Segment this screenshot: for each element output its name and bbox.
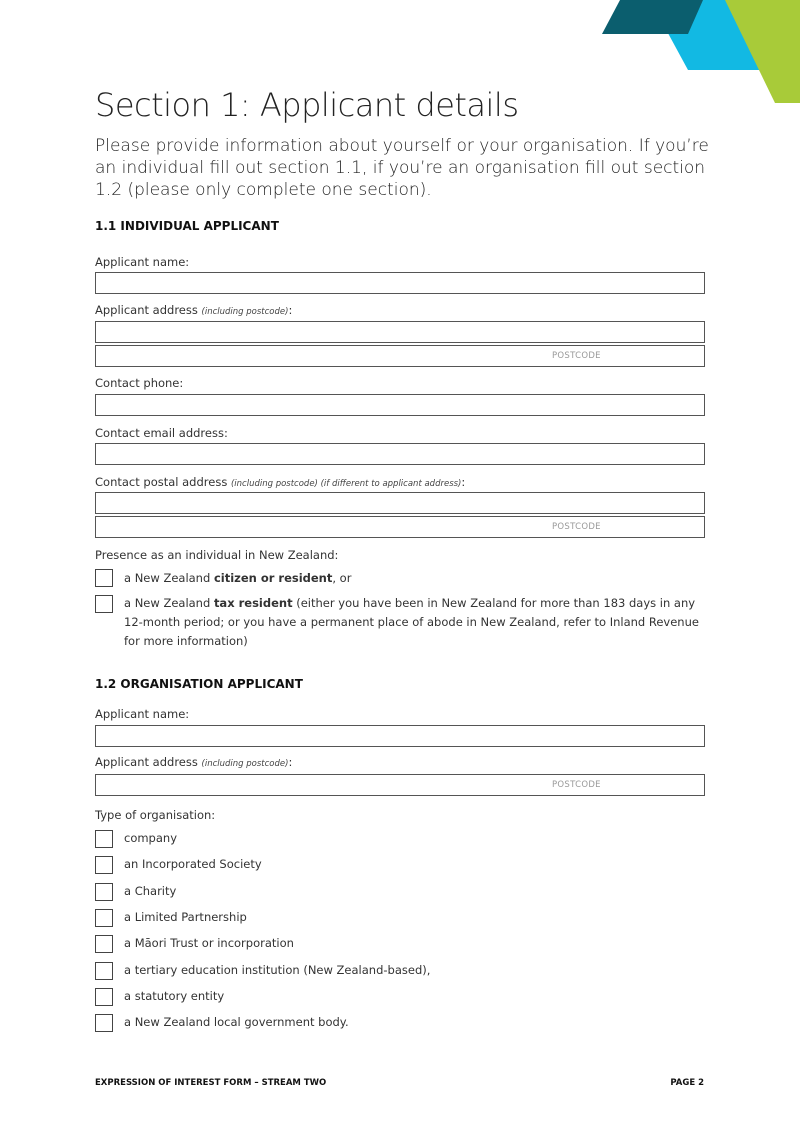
org-type-option: a tertiary education institution (New Zealand-based),: [124, 962, 431, 977]
footer-page-number: PAGE 2: [670, 1078, 704, 1088]
opt-text: a New Zealand: [124, 596, 214, 610]
postal-address-field[interactable]: [95, 492, 705, 514]
org-type-option: company: [124, 831, 178, 845]
org-name-label: Applicant name:: [95, 707, 190, 721]
applicant-address-field[interactable]: [95, 321, 705, 343]
opt-bold: citizen or resident: [213, 571, 333, 585]
section-heading-organisation: 1.2 ORGANISATION APPLICANT: [95, 677, 303, 691]
intro-text: Please provide information about yourself or your organisation. If you’re an individual fill out section 1.1, if you’re an organisation fill out section 1.2 (please only complete one section).: [95, 136, 709, 200]
org-type-option: a Māori Trust or incorporation: [124, 936, 294, 951]
org-type-checkbox[interactable]: [95, 988, 113, 1006]
applicant-name-label: Applicant name:: [95, 255, 190, 269]
label-note: (including postcode): [201, 759, 289, 769]
citizen-resident-checkbox[interactable]: [95, 569, 113, 587]
org-type-checkbox[interactable]: [95, 830, 113, 848]
label-text: Contact postal address: [95, 475, 228, 489]
org-type-checkbox[interactable]: [95, 962, 113, 980]
page-title: Section 1: Applicant details: [95, 86, 519, 124]
opt-text: (either you have been in New Zealand for more than 183 days in any 12-month period; or you have a permanent place of abode in New Zealand, refer to Inland Revenue for more information): [124, 596, 699, 648]
org-type-label: Type of organisation:: [95, 808, 216, 822]
org-address-field[interactable]: [95, 774, 705, 796]
logo-teal-shape: [602, 0, 703, 34]
org-type-checkbox[interactable]: [95, 935, 113, 953]
postal-postcode-field[interactable]: [95, 516, 705, 538]
org-type-checkbox[interactable]: [95, 883, 113, 901]
contact-email-field[interactable]: [95, 443, 705, 465]
org-name-field[interactable]: [95, 725, 705, 747]
contact-email-label: Contact email address:: [95, 426, 228, 440]
applicant-postcode-field[interactable]: [95, 345, 705, 367]
postcode-hint: POSTCODE: [552, 780, 601, 790]
label-note: (including postcode) (if different to applicant address): [230, 479, 462, 489]
contact-phone-field[interactable]: [95, 394, 705, 416]
tax-resident-checkbox[interactable]: [95, 595, 113, 613]
org-type-option: a New Zealand local government body.: [124, 1015, 349, 1030]
label-note: (including postcode): [201, 307, 289, 317]
label-text: Applicant address: [95, 755, 198, 769]
org-type-option: an Incorporated Society: [124, 857, 262, 872]
org-type-option: a Charity: [124, 883, 177, 898]
presence-label: Presence as an individual in New Zealand:: [95, 548, 339, 562]
org-type-option: a Limited Partnership: [124, 909, 247, 924]
org-type-option: a statutory entity: [124, 988, 225, 1003]
applicant-address-label: Applicant address (including postcode):: [95, 303, 293, 317]
applicant-name-field[interactable]: [95, 272, 705, 294]
org-address-label: Applicant address (including postcode):: [95, 755, 293, 769]
postal-address-label: Contact postal address (including postcode) (if different to applicant address):: [95, 475, 466, 489]
org-type-checkbox[interactable]: [95, 856, 113, 874]
opt-bold: tax resident: [213, 596, 293, 610]
citizen-resident-option: [124, 569, 714, 588]
tax-resident-option: [124, 594, 704, 651]
section-heading-individual: 1.1 INDIVIDUAL APPLICANT: [95, 219, 279, 233]
opt-text: a New Zealand: [124, 571, 214, 585]
postcode-hint: POSTCODE: [552, 351, 601, 361]
opt-text: , or: [332, 571, 352, 585]
postcode-hint: POSTCODE: [552, 522, 601, 532]
label-text: Applicant address: [95, 303, 198, 317]
org-type-checkbox[interactable]: [95, 909, 113, 927]
org-type-checkbox[interactable]: [95, 1014, 113, 1032]
contact-phone-label: Contact phone:: [95, 376, 184, 390]
footer-form-title: EXPRESSION OF INTEREST FORM – STREAM TWO: [95, 1078, 327, 1088]
